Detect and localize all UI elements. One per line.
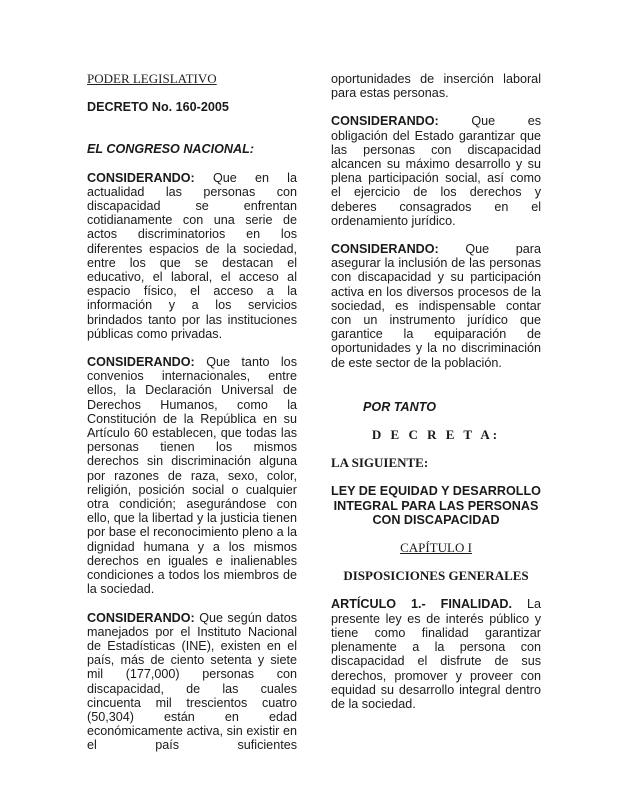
branch-heading: PODER LEGISLATIVO	[87, 71, 217, 86]
law-title: LEY DE EQUIDAD Y DESARROLLO INTEGRAL PARA LAS PERSONAS CON DISCAPACIDAD	[331, 484, 541, 527]
considerando-label: CONSIDERANDO:	[87, 610, 195, 625]
considerando-label: CONSIDERANDO:	[87, 355, 195, 370]
article-text: La presente ley es de interés público y tiene como finalidad garantizar plenamente a la persona con discapacidad el disfrute de sus derechos, promover y proveer con equidad su desarrollo integral dentro de la sociedad.	[331, 597, 541, 711]
considerando-paragraph-5	[331, 242, 541, 370]
la-siguiente-heading: LA SIGUIENTE:	[331, 455, 429, 471]
considerando-paragraph-4	[331, 114, 541, 228]
considerando-text: Que para asegurar la inclusión de las personas con discapacidad y su participación activa en los diversos procesos de la sociedad, es indispensable contar con un instrumento jurídico que garantice la equiparación de oportunidades y la no discriminación de este sector de la población.	[331, 242, 541, 370]
considerando-text: Que según datos manejados por el Instituto Nacional de Estadísticas (INE), existen en el país, más de ciento setenta y siete mil (177,000) personas con discapacidad, de las cuales cincuenta mil trescientos cuatro (50,304) están en edad económicamente activa, sin existir en el país suficientes	[87, 610, 297, 753]
considerando-text: Que tanto los convenios internacionales, entre ellos, la Declaración Universal de Derechos Humanos, como la Constitución de la República en su Artículo 60 establecen, que todas las personas tienen los mismos derechos sin discriminación alguna por razones de raza, sexo, color, religión, posición social o cualquier otra condición; asegurándose con ello, que la libertad y la justicia tienen por base el reconocimiento pleno a la dignidad humana y a los mismos derechos en iguales e inalienables condiciones a todos los miembros de la sociedad.	[87, 355, 297, 597]
article-1-paragraph	[331, 597, 541, 711]
considerando-paragraph-3	[87, 611, 297, 753]
considerando-paragraph-2	[87, 355, 297, 596]
chapter-title: DISPOSICIONES GENERALES	[343, 568, 529, 584]
decree-number: DECRETO No. 160-2005	[87, 100, 229, 115]
continuation-paragraph: oportunidades de inserción laboral para estas personas.	[331, 72, 541, 101]
left-column	[87, 72, 297, 767]
considerando-paragraph-1	[87, 171, 297, 341]
chapter-heading: CAPÍTULO I	[400, 540, 472, 556]
considerando-label: CONSIDERANDO:	[87, 170, 195, 185]
article-label: ARTÍCULO 1.- FINALIDAD.	[331, 597, 513, 612]
considerando-label: CONSIDERANDO:	[331, 242, 439, 257]
considerando-text: Que es obligación del Estado garantizar que las personas con discapacidad alcancen su máximo desarrollo y su plena participación social, así como el ejercicio de los derechos y deberes consagrados en el ordenamiento jurídico.	[331, 114, 541, 228]
right-column	[331, 72, 541, 725]
decreta-heading: D E C R E T A:	[371, 427, 501, 443]
por-tanto-heading: POR TANTO	[363, 399, 436, 414]
considerando-text: Que en la actualidad las personas con discapacidad se enfrentan cotidianamente con una serie de actos discriminatorios en los diferentes espacios de la sociedad, entre los que se destacan el educativo, el laboral, el acceso al espacio físico, el acceso a la información y a los servicios brindados tanto por las instituciones públicas como privadas.	[87, 170, 297, 341]
issuer-heading: EL CONGRESO NACIONAL:	[87, 142, 254, 157]
considerando-label: CONSIDERANDO:	[331, 114, 439, 129]
